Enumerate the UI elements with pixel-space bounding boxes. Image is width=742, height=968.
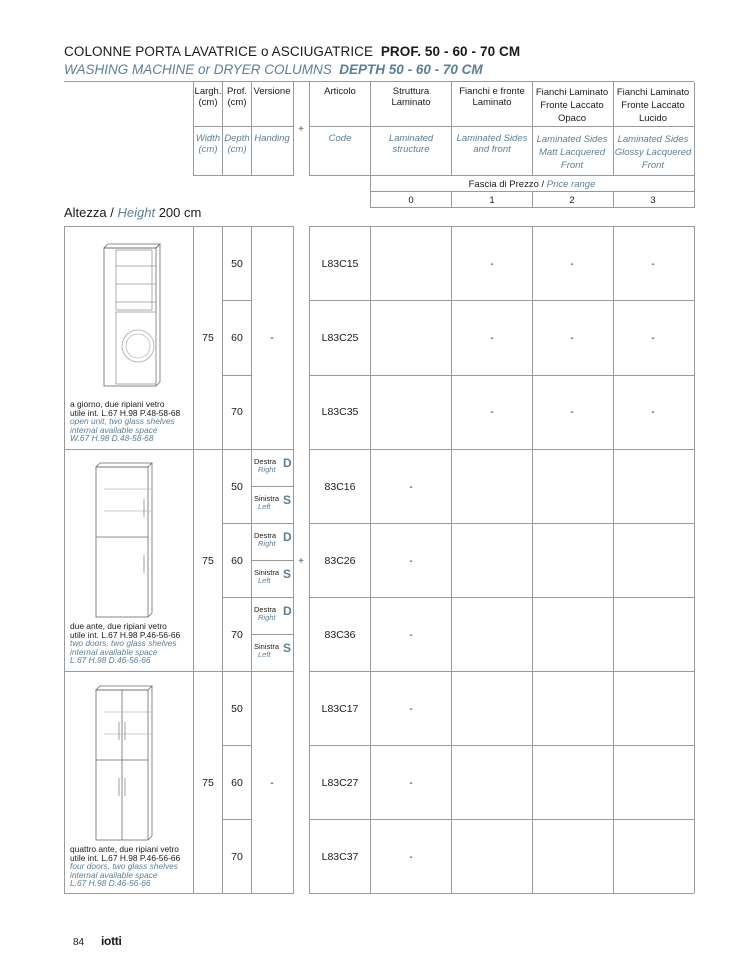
grid-line xyxy=(309,175,694,176)
handing-left-it: Sinistra xyxy=(254,642,280,651)
grid-line xyxy=(694,226,695,893)
g1r3-price2: - xyxy=(570,407,574,418)
col-price1-en: Laminated Sides and front xyxy=(456,133,528,155)
col-price2-en: Laminated Sides Matt Lacquered Front xyxy=(536,134,608,171)
grid-line xyxy=(451,226,452,893)
grid-line xyxy=(309,893,694,894)
g2r1-code: 83C16 xyxy=(324,481,356,493)
col-price3-en: Laminated Sides Glossy Lacquered Front xyxy=(614,134,692,171)
g1r3-depth: 70 xyxy=(231,406,243,418)
grid-line xyxy=(613,226,614,893)
page-subtitle: WASHING MACHINE or DRYER COLUMNS DEPTH 50 - 60 - 70 CM xyxy=(64,62,483,77)
g1r3-code: L83C35 xyxy=(321,406,359,418)
col-price3-it: Fianchi Laminato Fronte Laccato Lucido xyxy=(616,87,690,124)
handing-right-it: Destra xyxy=(254,457,277,466)
g1r2-price3: - xyxy=(651,333,655,344)
handing-right-letter: D xyxy=(283,456,292,470)
price-band-label: Fascia di Prezzo / Price range xyxy=(468,179,596,190)
col-code-en: Code xyxy=(328,133,352,144)
grid-line xyxy=(370,82,371,176)
g2r1-handing-right xyxy=(254,458,292,478)
handing-right-en: Right xyxy=(258,612,276,622)
g2r2-code: 83C26 xyxy=(324,555,356,567)
title-rule xyxy=(64,81,694,82)
brand-logo: iotti xyxy=(101,934,122,948)
handing-left-letter: S xyxy=(283,641,292,655)
handing-left-letter: S xyxy=(283,493,292,507)
group1-description: a giorno, due ripiani vetro utile int. L.67 H.98 P.48-58-68 open unit, two glass shelves internal available space W.67 H.98 D.48-58-68 xyxy=(70,399,181,444)
grid-line xyxy=(222,300,252,301)
g3r2-price0: - xyxy=(409,778,413,789)
grid-line xyxy=(64,671,294,672)
group2-description: due ante, due ripiani vetro utile int. L.67 H.98 P.46-56-66 two doors, two glass shelves internal available space L.67 H.98 D.46-56-66 xyxy=(70,621,181,666)
grid-line xyxy=(193,175,294,176)
g3r2-code: L83C27 xyxy=(321,777,359,789)
grid-line xyxy=(193,226,194,893)
grid-line xyxy=(222,523,252,524)
g2r1-price0: - xyxy=(409,482,413,493)
g1r2-depth: 60 xyxy=(231,332,243,344)
grid-line xyxy=(251,523,294,524)
handing-left-it: Sinistra xyxy=(254,494,280,503)
grid-line xyxy=(309,226,310,893)
grid-line xyxy=(613,191,614,208)
g1r1-depth: 50 xyxy=(231,258,243,270)
four-door-column-drawing xyxy=(90,682,156,842)
col-price1-it: Fianchi e fronte Laminato xyxy=(459,86,525,108)
g1r1-price1: - xyxy=(490,259,494,270)
grid-line xyxy=(64,449,294,450)
grid-line xyxy=(64,893,294,894)
grid-line xyxy=(309,597,694,598)
g2r1-handing-left xyxy=(254,495,292,515)
grid-line xyxy=(309,671,694,672)
col-version-en: Handing xyxy=(254,133,290,144)
open-unit-column-drawing xyxy=(100,238,162,388)
g2r2-handing-right xyxy=(254,532,292,552)
handing-left-letter: S xyxy=(283,567,292,581)
price-band-0: 0 xyxy=(408,195,414,206)
grid-line xyxy=(309,226,694,227)
grid-line xyxy=(222,597,252,598)
g3r1-depth: 50 xyxy=(231,703,243,715)
g3r3-code: L83C37 xyxy=(321,851,359,863)
group3-version: - xyxy=(270,777,274,789)
g2r3-depth: 70 xyxy=(231,629,243,641)
grid-line xyxy=(309,126,694,127)
g3r1-code: L83C17 xyxy=(321,703,359,715)
grid-line xyxy=(309,449,694,450)
g3r3-depth: 70 xyxy=(231,851,243,863)
g1r1-price2: - xyxy=(570,259,574,270)
grid-line xyxy=(222,82,223,176)
grid-line xyxy=(222,819,252,820)
grid-line xyxy=(451,82,452,176)
col-depth-it: Prof. (cm) xyxy=(226,86,248,108)
col-price2-it: Fianchi Laminato Fronte Laccato Opaco xyxy=(535,87,609,124)
grid-line xyxy=(309,375,694,376)
grid-line xyxy=(293,82,294,176)
handing-right-letter: D xyxy=(283,530,292,544)
grid-line xyxy=(309,300,694,301)
grid-line xyxy=(64,226,65,893)
col-version-it: Versione xyxy=(253,86,291,97)
grid-line xyxy=(309,523,694,524)
group2-plus: + xyxy=(298,556,304,567)
header-plus: + xyxy=(298,124,304,135)
grid-line xyxy=(370,207,694,208)
grid-line xyxy=(532,82,533,176)
grid-line xyxy=(309,819,694,820)
grid-line xyxy=(251,634,294,635)
g2r2-handing-left xyxy=(254,569,292,589)
price-band-1: 1 xyxy=(489,195,495,206)
handing-left-en: Left xyxy=(258,649,271,659)
grid-line xyxy=(309,745,694,746)
grid-line xyxy=(370,191,694,192)
g2r2-depth: 60 xyxy=(231,555,243,567)
page-number: 84 xyxy=(73,937,85,948)
handing-right-it: Destra xyxy=(254,531,277,540)
g2r3-handing-right xyxy=(254,606,292,626)
g1r3-price3: - xyxy=(651,407,655,418)
g1r1-code: L83C15 xyxy=(321,258,359,270)
handing-left-en: Left xyxy=(258,501,271,511)
col-depth-en: Depth (cm) xyxy=(224,133,250,155)
price-band-3: 3 xyxy=(650,195,656,206)
grid-line xyxy=(451,191,452,208)
g1r2-code: L83C25 xyxy=(321,332,359,344)
g3r1-price0: - xyxy=(409,704,413,715)
g2r1-depth: 50 xyxy=(231,481,243,493)
grid-line xyxy=(222,745,252,746)
g3r2-depth: 60 xyxy=(231,777,243,789)
g3r3-price0: - xyxy=(409,852,413,863)
g2r3-price0: - xyxy=(409,630,413,641)
grid-line xyxy=(251,486,294,487)
handing-left-en: Left xyxy=(258,575,271,585)
handing-right-en: Right xyxy=(258,538,276,548)
col-price0-it: Struttura Laminato xyxy=(391,86,431,108)
grid-line xyxy=(251,82,252,176)
g1r2-price2: - xyxy=(570,333,574,344)
grid-line xyxy=(309,82,310,176)
grid-line xyxy=(694,82,695,176)
handing-right-it: Destra xyxy=(254,605,277,614)
section-heading: Altezza / Height 200 cm xyxy=(64,205,202,220)
grid-line xyxy=(222,226,223,893)
col-width-en: Width (cm) xyxy=(195,133,221,155)
group1-version: - xyxy=(270,332,274,344)
group3-width: 75 xyxy=(202,777,214,789)
group2-width: 75 xyxy=(202,555,214,567)
g2r3-handing-left xyxy=(254,643,292,663)
group1-width: 75 xyxy=(202,332,214,344)
grid-line xyxy=(694,175,695,208)
col-code-it: Articolo xyxy=(324,86,356,97)
price-band-2: 2 xyxy=(569,195,575,206)
handing-left-it: Sinistra xyxy=(254,568,280,577)
grid-line xyxy=(193,126,294,127)
col-width-it: Largh. (cm) xyxy=(194,86,222,108)
g2r3-code: 83C36 xyxy=(324,629,356,641)
col-price0-en: Laminated structure xyxy=(388,133,434,155)
grid-line xyxy=(251,597,294,598)
g1r2-price1: - xyxy=(490,333,494,344)
g1r3-price1: - xyxy=(490,407,494,418)
page-title: COLONNE PORTA LAVATRICE o ASCIUGATRICE PROF. 50 - 60 - 70 CM xyxy=(64,44,521,59)
g2r2-price0: - xyxy=(409,556,413,567)
grid-line xyxy=(64,226,294,227)
grid-line xyxy=(370,226,371,893)
grid-line xyxy=(251,560,294,561)
two-door-column-drawing xyxy=(90,459,156,619)
grid-line xyxy=(222,375,252,376)
grid-line xyxy=(532,191,533,208)
handing-right-letter: D xyxy=(283,604,292,618)
grid-line xyxy=(532,226,533,893)
group3-description: quattro ante, due ripiani vetro utile int. L.67 H.98 P.46-56-66 four doors, two glass shelves internal available space L.67 H.98 D.46-56-66 xyxy=(70,844,181,889)
g1r1-price3: - xyxy=(651,259,655,270)
handing-right-en: Right xyxy=(258,464,276,474)
